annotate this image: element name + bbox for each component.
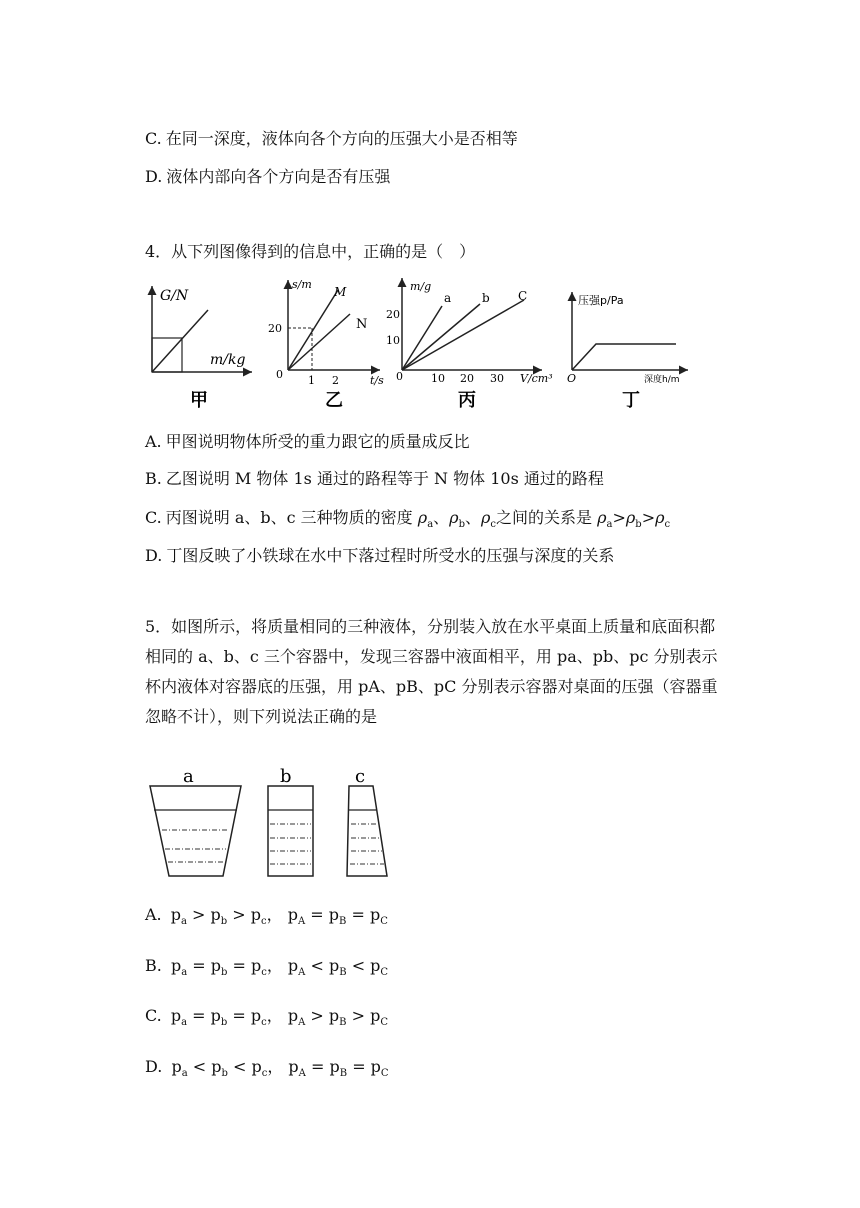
bing-line-c	[402, 300, 524, 370]
relation-sign: >	[232, 905, 246, 924]
option-letter: D.	[145, 167, 163, 186]
relation-sign: <	[310, 956, 324, 975]
graph-bing	[386, 278, 553, 411]
option-letter: B.	[145, 469, 162, 488]
q4-option-d	[145, 543, 614, 566]
ding-xlabel: 深度h/m	[644, 375, 680, 385]
bing-xlabel: V/cm³	[520, 372, 553, 385]
option-text: 液体内部向各个方向是否有压强	[166, 167, 391, 186]
relation-sign: =	[232, 956, 246, 975]
relation-sign: >	[192, 905, 206, 924]
q5-containers	[145, 762, 395, 882]
bing-origin: 0	[396, 370, 403, 383]
option-letter: A.	[145, 905, 162, 924]
option-text: 丁图反映了小铁球在水中下落过程时所受水的压强与深度的关系	[166, 546, 615, 565]
q5-stem: 5．如图所示，将质量相同的三种液体，分别装入放在水平桌面上质量和底面积都相同的 a、b、c 三个容器中，发现三容器中液面相平，用 pa、pb、pc 分别表示杯内液体对容器底的压强，用 pA、pB、pC 分别表示容器对桌面的压强（容器重忽略不计），则下列说法正确的是	[145, 617, 718, 726]
bing-xtick: 10	[431, 372, 445, 385]
density-symbols: $\rho_a$、$\rho_b$、$\rho_c$	[417, 508, 497, 531]
ding-ylabel: 压强p/Pa	[578, 294, 624, 307]
option-text: 甲图说明物体所受的重力跟它的质量成反比	[165, 432, 470, 451]
relation-sign: =	[352, 1057, 366, 1076]
yi-label-n: N	[356, 317, 368, 332]
yi-caption: 乙	[325, 390, 343, 411]
q5-option-d: D. $p_a < p_b < p_c$， $p_A = p_B = p_C$	[145, 1057, 389, 1080]
container-a	[150, 766, 241, 876]
option-letter: B.	[145, 956, 162, 975]
bing-label-a: a	[444, 291, 452, 305]
option-letter: A.	[145, 432, 162, 451]
relation-sign: >	[351, 1006, 366, 1025]
yi-line-m	[288, 290, 338, 370]
option-letter: C.	[145, 508, 162, 527]
relation-sign: <	[192, 1057, 207, 1076]
q4-option-a	[145, 429, 470, 452]
graph-jia	[152, 286, 252, 411]
option-text: 乙图说明 M 物体 1s 通过的路程等于 N 物体 10s 通过的路程	[165, 469, 604, 488]
bing-label-c: C	[518, 289, 528, 303]
yi-line-n	[288, 314, 350, 370]
container-b	[268, 766, 313, 876]
jia-line	[152, 310, 208, 372]
density-relation: $\rho_a>\rho_b>\rho_c$	[597, 508, 671, 531]
bing-ytick: 20	[386, 308, 400, 321]
q4-graphs	[140, 272, 700, 412]
relation-sign: =	[232, 1006, 246, 1025]
q5-option-c: C. $p_a = p_b = p_c$， $p_A > p_B > p_C$	[145, 1006, 388, 1029]
yi-label-m: M	[334, 285, 347, 299]
option-letter: C.	[145, 1006, 162, 1025]
bing-xtick: 30	[490, 372, 504, 385]
relation-sign: =	[192, 956, 206, 975]
bing-ytick: 10	[386, 334, 400, 347]
option-letter: C.	[145, 129, 162, 148]
jia-caption: 甲	[190, 390, 208, 411]
bing-line-a	[402, 306, 442, 370]
relation-sign: =	[310, 905, 324, 924]
yi-origin: 0	[276, 368, 283, 381]
jia-xlabel: m/kg	[210, 352, 246, 368]
graph-ding	[567, 292, 688, 411]
container-c	[347, 766, 387, 876]
prev-option-c	[145, 126, 518, 149]
yi-xtick: 1	[308, 374, 315, 387]
bing-caption: 丙	[458, 390, 476, 411]
yi-xtick: 2	[332, 374, 339, 387]
q5-option-a: A. $p_a > p_b > p_c$， $p_A = p_B = p_C$	[145, 905, 388, 928]
q4-option-b	[145, 466, 604, 489]
q4-option-c	[145, 505, 670, 530]
ding-line	[572, 344, 676, 370]
graph-yi	[268, 278, 384, 411]
option-text-post: 之间的关系是	[496, 508, 598, 527]
bing-line-b	[402, 304, 480, 370]
yi-ytick: 20	[268, 322, 282, 335]
relation-sign: =	[351, 905, 365, 924]
bing-ylabel: m/g	[410, 280, 432, 293]
relation-sign: >	[310, 1006, 324, 1025]
jia-ylabel: G/N	[160, 288, 189, 304]
yi-ylabel: s/m	[292, 278, 312, 291]
prev-option-d	[145, 164, 390, 187]
option-letter: D.	[145, 546, 163, 565]
option-text-pre: 丙图说明 a、b、c 三种物质的密度	[165, 508, 418, 527]
bing-xtick: 20	[460, 372, 474, 385]
relation-sign: =	[311, 1057, 325, 1076]
relation-sign: <	[351, 956, 366, 975]
bing-label-b: b	[482, 291, 490, 305]
relation-sign: <	[232, 1057, 247, 1076]
q5-option-b: B. $p_a = p_b = p_c$， $p_A < p_B < p_C$	[145, 956, 389, 979]
option-text: 在同一深度，液体向各个方向的压强大小是否相等	[165, 129, 518, 148]
relation-sign: =	[192, 1006, 206, 1025]
q4-stem: 4．从下列图像得到的信息中，正确的是（ ）	[145, 242, 476, 261]
container-label: b	[280, 766, 292, 787]
option-letter: D.	[145, 1057, 163, 1076]
container-label: a	[183, 766, 194, 787]
container-label: c	[355, 766, 366, 787]
ding-caption: 丁	[622, 390, 640, 411]
ding-origin: O	[567, 372, 577, 385]
yi-xlabel: t/s	[370, 374, 384, 387]
